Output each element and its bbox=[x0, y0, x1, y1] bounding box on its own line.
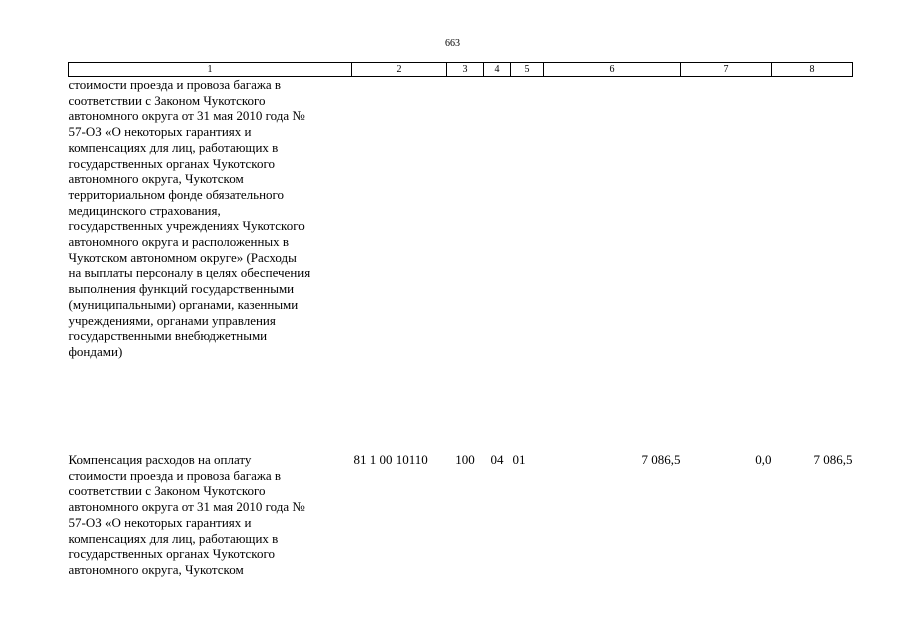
expense-type-cell: 100 bbox=[455, 452, 475, 467]
row-description: стоимости проезда и провоза багажа в соответствии с Законом Чукотского автономного округа от 31 мая 2010 года № 57-ОЗ «О некоторых гарантиях и компенсациях для лиц, работающих в государственных органах Чукотского автономного округа, Чукотском территориальном фонде обязательного медицинского страхования, государственных учреждениях Чукотского автономного округа и расположенных в Чукотском автономном округе» (Расходы на выплаты персоналу в целях обеспечения выполнения функций государственными (муниципальными) органами, казенными учреждениями, органами управления государственными внебюджетными фондами) bbox=[68, 77, 311, 359]
column-number-header: 3 bbox=[447, 63, 484, 77]
expense-type-cell bbox=[447, 77, 484, 453]
table-row bbox=[69, 77, 853, 453]
column-number-header: 7 bbox=[681, 63, 772, 77]
change-cell: 0,0 bbox=[755, 452, 772, 467]
subsection-cell bbox=[511, 77, 544, 453]
column-number-header: 5 bbox=[511, 63, 544, 77]
column-number-header: 6 bbox=[544, 63, 681, 77]
section-cell bbox=[484, 77, 511, 453]
subsection-cell: 01 bbox=[512, 452, 526, 467]
column-number-header-row bbox=[69, 63, 853, 77]
amount-cell bbox=[544, 77, 681, 453]
amount-cell: 7 086,5 bbox=[641, 452, 681, 467]
target-code-cell bbox=[352, 77, 447, 453]
page-number: 663 bbox=[445, 38, 460, 49]
section-cell: 04 bbox=[490, 452, 504, 467]
table-row bbox=[69, 452, 853, 578]
budget-table bbox=[68, 62, 853, 578]
column-number-header: 8 bbox=[772, 63, 853, 77]
row-description: Компенсация расходов на оплату стоимости проезда и провоза багажа в соответствии с Законом Чукотского автономного округа от 31 мая 2010 года № 57-ОЗ «О некоторых гарантиях и компенсациях для лиц, работающих в государственных органах Чукотского автономного округа, Чукотском bbox=[68, 452, 305, 577]
total-cell: 7 086,5 bbox=[813, 452, 853, 467]
change-cell bbox=[681, 77, 772, 453]
column-number-header: 1 bbox=[69, 63, 352, 77]
total-cell bbox=[772, 77, 853, 453]
column-number-header: 2 bbox=[352, 63, 447, 77]
column-number-header: 4 bbox=[484, 63, 511, 77]
target-code-cell: 81 1 00 10110 bbox=[353, 452, 428, 467]
